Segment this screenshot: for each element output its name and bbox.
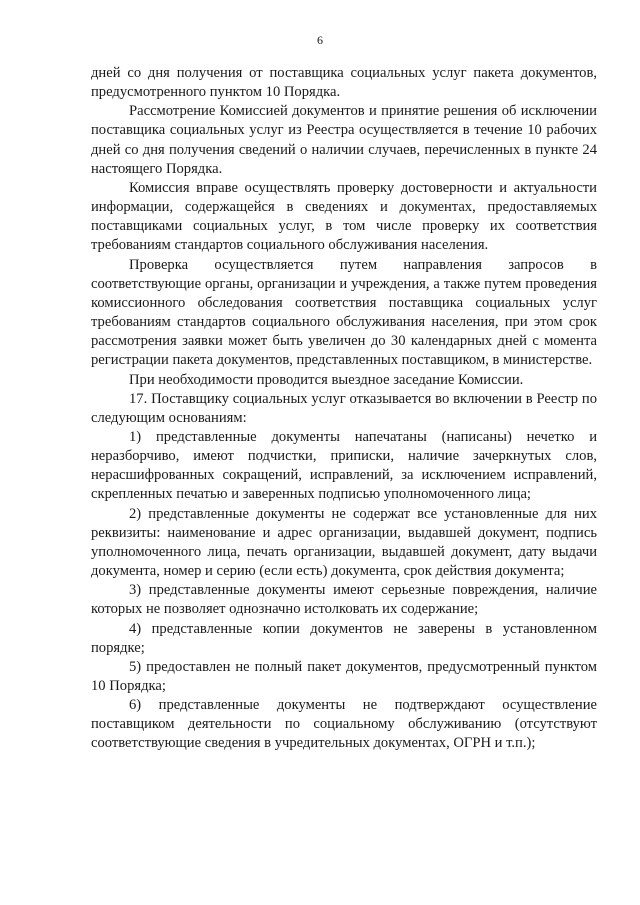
paragraph-verification-method: Проверка осуществляется путем направления запросов в соответствующие органы, организации и учреждения, а также путем проведения комиссионного обследования соответствия поставщика социальных услуг требованиям стандартов социального обслуживания населения, при этом срок рассмотрения заявки может быть увеличен до 30 календарных дней с момента регистрации пакета документов, представленных поставщиком, в министерстве. bbox=[91, 256, 597, 369]
list-item-1: 1) представленные документы напечатаны (написаны) нечетко и неразборчиво, имеют подчистки, приписки, наличие зачеркнутых слов, нерасшифрованных сокращений, исправлений, за исключением исправлений, скрепленных печатью и заверенных подписью уполномоченного лица; bbox=[91, 428, 597, 503]
list-item-5: 5) предоставлен не полный пакет документов, предусмотренный пунктом 10 Порядка; bbox=[91, 658, 597, 694]
list-item-4: 4) представленные копии документов не заверены в установленном порядке; bbox=[91, 620, 597, 656]
list-item-3: 3) представленные документы имеют серьезные повреждения, наличие которых не позволяет однозначно истолковать их содержание; bbox=[91, 582, 597, 618]
list-item-2: 2) представленные документы не содержат все установленные для них реквизиты: наименование и адрес организации, выдавшей документ, подпись уполномоченного лица, печать организации, выдавшей документ, дату выдачи документа, номер и серию (если есть) документа, срок действия документа; bbox=[91, 505, 597, 580]
paragraph-onsite-meeting: При необходимости проводится выездное заседание Комиссии. bbox=[129, 371, 524, 388]
paragraph-commission-review: Рассмотрение Комиссией документов и принятие решения об исключении поставщика социальных услуг из Реестра осуществляется в течение 10 рабочих дней со дня получения сведений о наличии случаев, перечисленных в пункте 24 настоящего Порядка. bbox=[91, 103, 597, 177]
paragraph-item-17: 17. Поставщику социальных услуг отказывается во включении в Реестр по следующим основаниям: bbox=[91, 390, 597, 426]
paragraph-commission-verification: Комиссия вправе осуществлять проверку достоверности и актуальности информации, содержащейся в сведениях и документах, предоставляемых поставщиками социальных услуг, в том числе проверку их соответствия требованиям стандартов социального обслуживания населения. bbox=[91, 179, 597, 254]
list-item-6: 6) представленные документы не подтверждают осуществление поставщиком деятельности по социальному обслуживанию (отсутствуют соответствующие сведения в учредительных документах, ОГРН и т.п.); bbox=[91, 697, 597, 752]
paragraph-continuation: дней со дня получения от поставщика социальных услуг пакета документов, предусмотренного пунктом 10 Порядка. bbox=[91, 65, 597, 101]
page-number: 6 bbox=[317, 33, 323, 47]
document-body bbox=[91, 64, 597, 754]
